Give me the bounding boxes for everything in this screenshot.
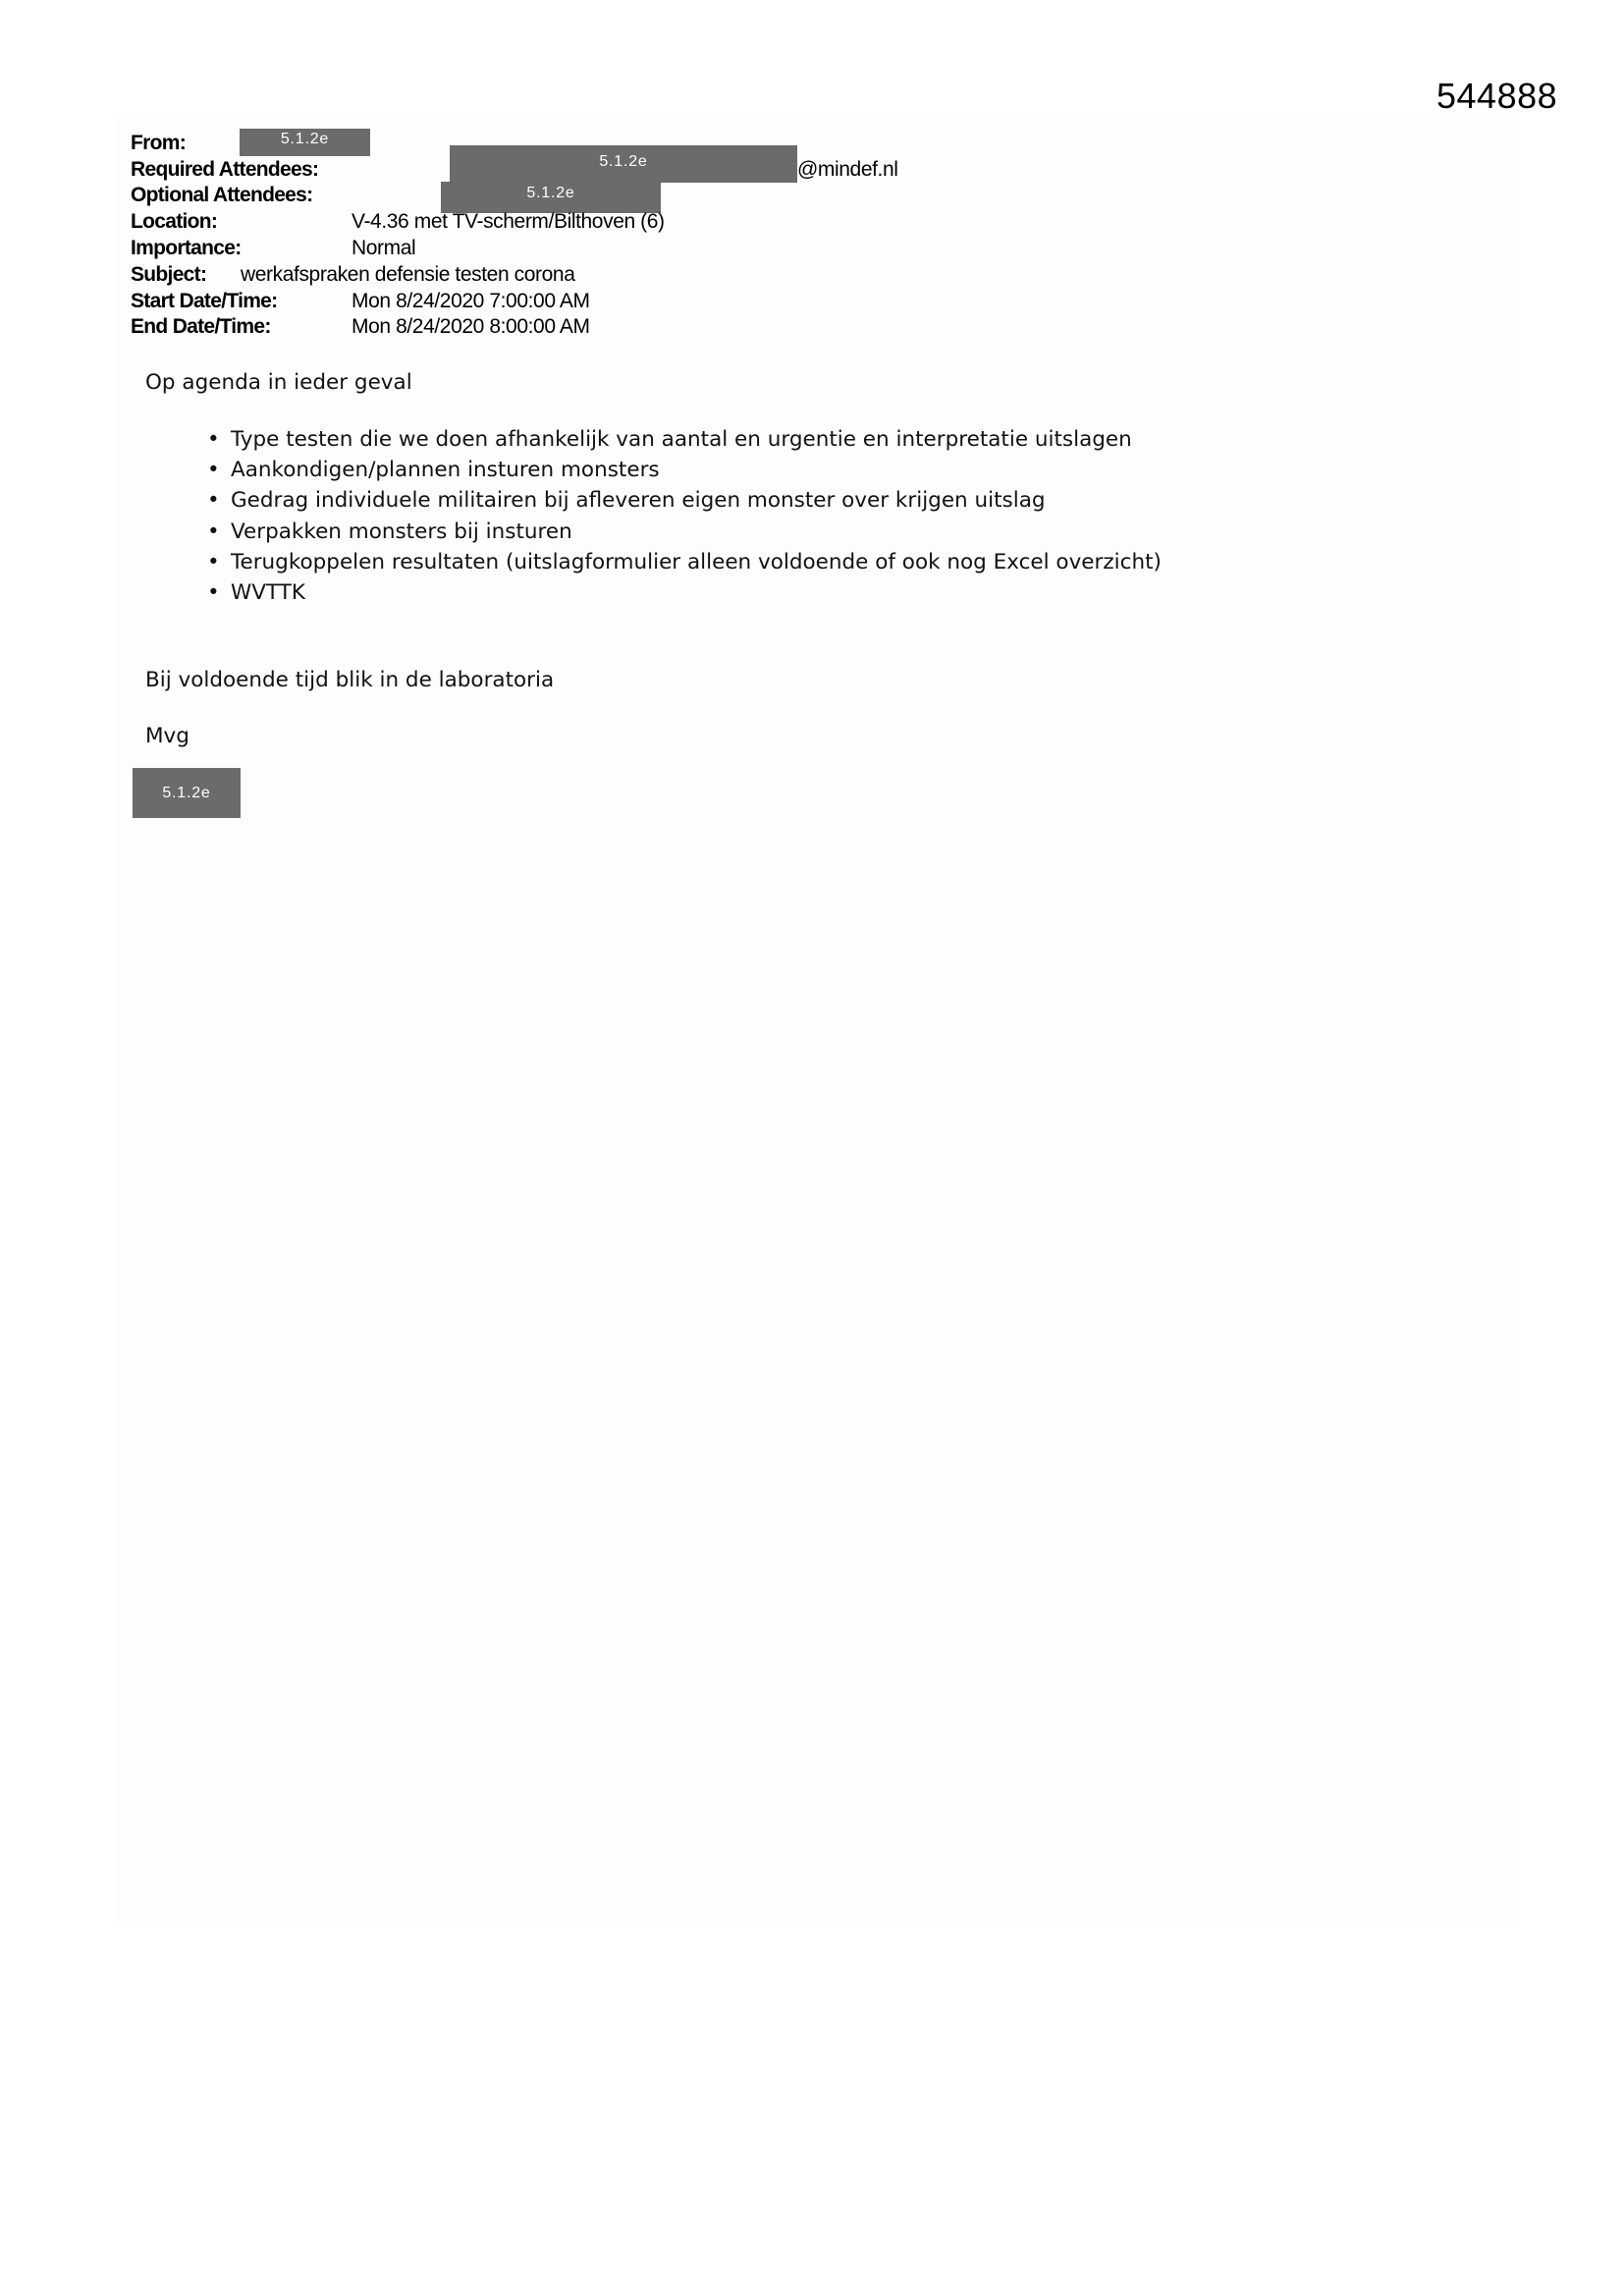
agenda-list: [204, 424, 1162, 608]
agenda-item: [204, 455, 1162, 485]
closing-text: Bij voldoende tijd blik in de laboratoria: [145, 668, 555, 692]
importance-value: Normal: [352, 237, 416, 259]
bullet-icon: •: [207, 549, 220, 574]
importance-label: Importance:: [131, 237, 242, 259]
redaction-required-attendees: 5.1.2e: [450, 145, 797, 183]
agenda-item: [204, 485, 1162, 516]
agenda-intro: Op agenda in ieder geval: [145, 370, 412, 395]
subject-value: werkafspraken defensie testen corona: [241, 263, 575, 286]
agenda-item: [204, 517, 1162, 547]
redaction-optional-attendees: 5.1.2e: [441, 182, 661, 213]
agenda-item-text: Aankondigen/plannen insturen monsters: [231, 458, 660, 483]
agenda-item-text: Terugkoppelen resultaten (uitslagformulier alleen voldoende of ook nog Excel overzicht): [231, 549, 1162, 574]
required-attendees-domain: @mindef.nl: [797, 158, 898, 181]
start-datetime-label: Start Date/Time:: [131, 290, 278, 312]
document-number: 544888: [1436, 76, 1558, 116]
agenda-item-text: WVTTK: [231, 580, 305, 606]
redaction-from: 5.1.2e: [240, 129, 370, 156]
bullet-icon: •: [207, 488, 220, 514]
redaction-signature: 5.1.2e: [133, 768, 241, 818]
location-label: Location:: [131, 210, 218, 233]
start-datetime-value: Mon 8/24/2020 7:00:00 AM: [352, 290, 590, 312]
end-datetime-label: End Date/Time:: [131, 315, 271, 338]
agenda-item-text: Type testen die we doen afhankelijk van aantal en urgentie en interpretatie uitslagen: [231, 427, 1132, 452]
bullet-icon: •: [207, 580, 220, 606]
agenda-item: [204, 577, 1162, 608]
end-datetime-value: Mon 8/24/2020 8:00:00 AM: [352, 315, 590, 338]
bullet-icon: •: [207, 519, 220, 544]
subject-label: Subject:: [131, 263, 207, 286]
from-label: From:: [131, 132, 186, 154]
agenda-item-text: Verpakken monsters bij insturen: [231, 519, 572, 544]
signoff-text: Mvg: [145, 724, 189, 748]
location-value: V-4.36 met TV-scherm/Bilthoven (6): [352, 210, 665, 233]
optional-attendees-label: Optional Attendees:: [131, 184, 313, 206]
agenda-item: [204, 547, 1162, 577]
bullet-icon: •: [207, 427, 220, 452]
agenda-item-text: Gedrag individuele militairen bij afleveren eigen monster over krijgen uitslag: [231, 488, 1046, 514]
required-attendees-label: Required Attendees:: [131, 158, 319, 181]
bullet-icon: •: [207, 458, 220, 483]
agenda-item: [204, 424, 1162, 455]
